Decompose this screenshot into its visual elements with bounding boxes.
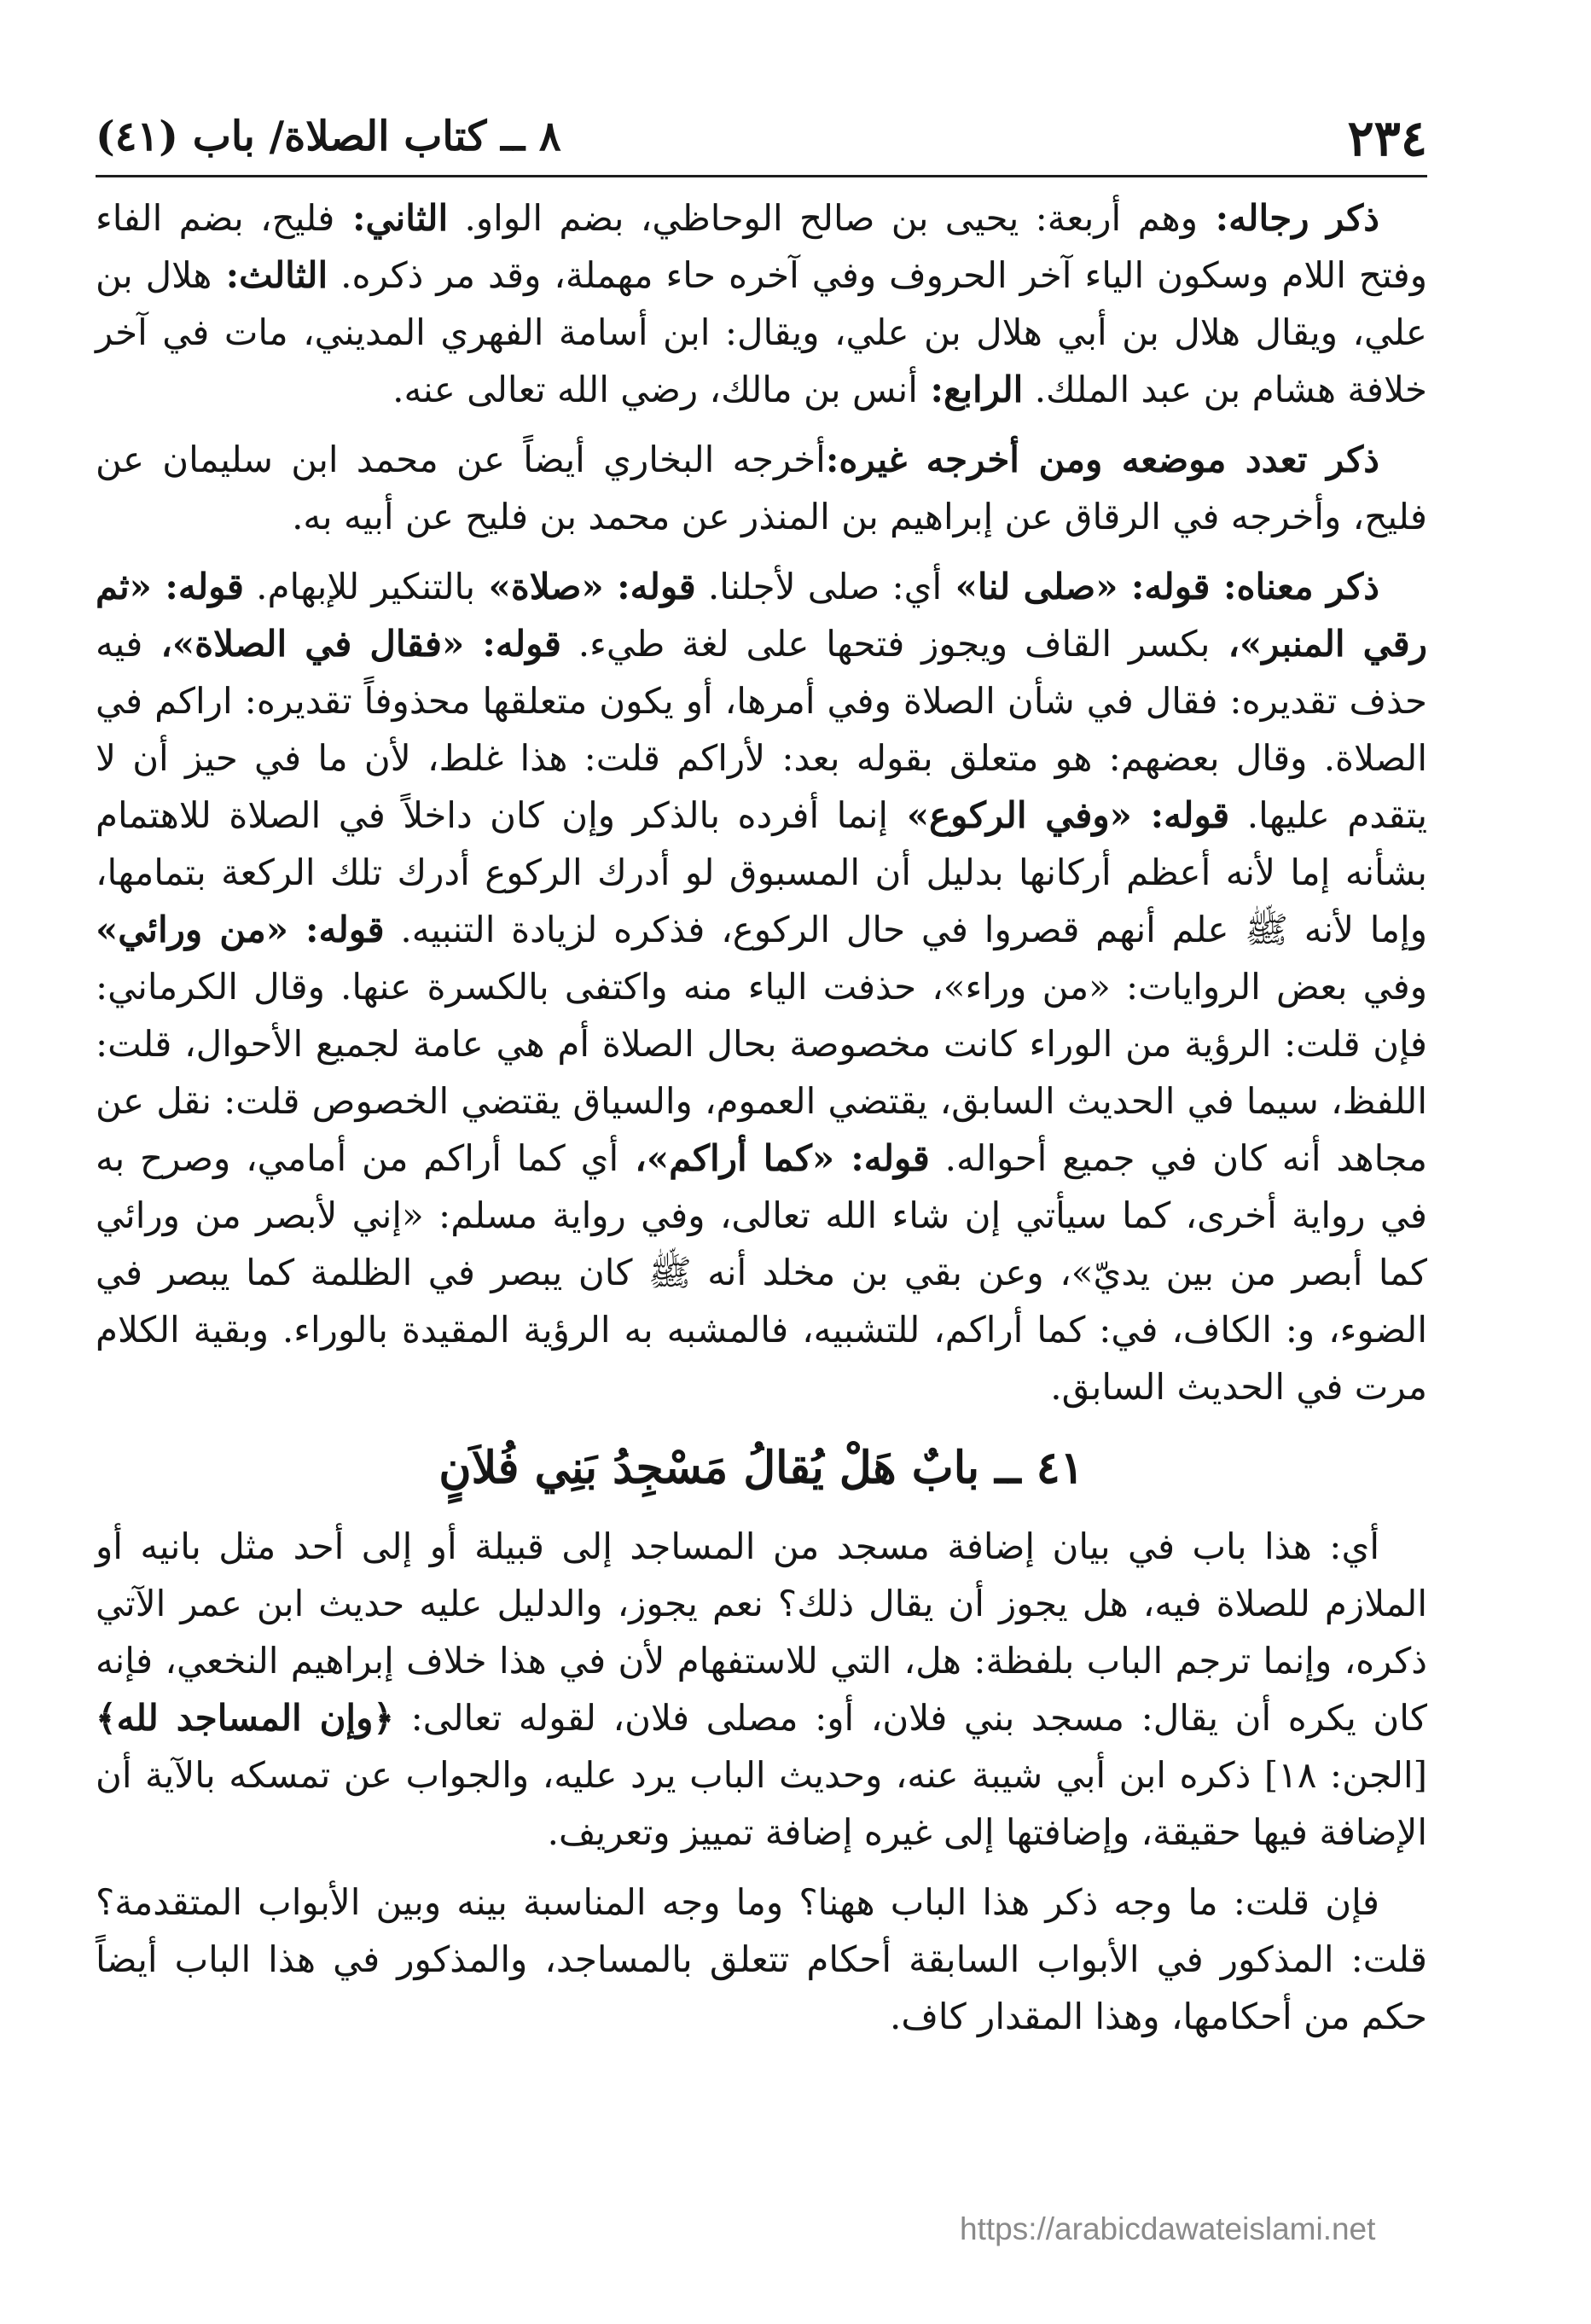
text-run: وهم أربعة: يحيى بن صالح الوحاظي، بضم الواو.: [448, 197, 1198, 239]
bold-term: قوله: «ثم رقي المنبر»،: [96, 566, 1428, 665]
text-run: بالتنكير للإبهام.: [243, 566, 476, 607]
running-title: ٨ ــ كتاب الصلاة/ باب (٤١): [96, 113, 561, 160]
text-run: أخرجه البخاري أيضاً عن محمد ابن سليمان عن فليح، وأخرجه في الرقاق عن إبراهيم بن المنذر عن محمد بن فليح عن أبيه به.: [96, 439, 1427, 537]
paragraph-chapter-explanation: [96, 1518, 1427, 1861]
text-run: فإن قلت: ما وجه ذكر هذا الباب ههنا؟ وما وجه المناسبة بينه وبين الأبواب المتقدمة؟ قلت: المذكور في الأبواب السابقة أحكام تتعلق بالمساجد، والمذكور في هذا الباب أيضاً حكم من أحكامها، وهذا المقدار كاف.: [96, 1881, 1427, 2037]
chapter-heading: ٤١ ــ بابٌ هَلْ يُقالُ مَسْجِدُ بَنِي فُلاَنٍ: [438, 1442, 1084, 1494]
paragraph-chapter-relevance: [96, 1874, 1427, 2045]
text-run: وفي بعض الروايات: «من وراء»، حذفت الياء منه واكتفى بالكسرة عنها. وقال الكرماني: فإن قلت: الرؤية من الوراء كانت مخصوصة بحال الصلاة أم هي عامة لجميع الأحوال، قلت: اللفظ، سيما في الحديث السابق، يقتضي العموم، والسياق يقتضي الخصوص قلت: نقل عن مجاهد أنه كان في جميع أحواله.: [96, 966, 1428, 1179]
text-run: بكسر القاف ويجوز فتحها على لغة طيء.: [560, 623, 1211, 665]
page-header: [96, 101, 1427, 171]
bold-term: قوله: «فقال في الصلاة»،: [142, 623, 561, 665]
page-number: ٢٣٤: [1347, 109, 1427, 167]
bold-term: ذكر رجاله:: [1197, 197, 1379, 239]
text-run: [الجن: ١٨] ذكره ابن أبي شيبة عنه، وحديث الباب يرد عليه، والجواب عن تمسكه بالآية أن الإضافة فيها حقيقة، وإضافتها إلى غيره إضافة تمييز وتعريف.: [96, 1754, 1428, 1853]
body-text: [96, 189, 1427, 2058]
bold-term: الثاني:: [334, 197, 449, 239]
text-run: فليح، بضم الفاء وفتح اللام وسكون الياء آخر الحروف وفي آخره حاء مهملة، وقد مر ذكره.: [96, 197, 1427, 296]
paragraph-meaning: [96, 558, 1427, 1415]
text-run: أنس بن مالك، رضي الله تعالى عنه.: [392, 369, 918, 410]
paragraph-narrators: [96, 189, 1427, 418]
header-rule: [96, 175, 1427, 177]
bold-term: قوله: «وفي الركوع»: [888, 794, 1230, 836]
paragraph-sources: [96, 431, 1427, 545]
text-run: أي كما أراكم من أمامي، وصرح به في رواية أخرى، كما سيأتي إن شاء الله تعالى، وفي رواية مسلم: «إني لأبصر من ورائي كما أبصر من بين يديّ»، وعن بقي بن مخلد أنه ﷺ كان يبصر في الظلمة كما يبصر في الضوء، و: الكاف، في: كما أراكم، للتشبيه، فالمشبه به الرؤية المقيدة بالوراء. وبقية الكلام مرت في الحديث السابق.: [96, 1137, 1427, 1408]
bold-term: قوله: «كما أراكم»،: [618, 1137, 930, 1179]
bold-term: ﴿وإن المساجد لله﴾: [96, 1697, 394, 1739]
text-run: إنما أفرده بالذكر وإن كان داخلاً في الصلاة للاهتمام بشأنه إما لأنه أعظم أركانها بدليل أن المسبوق لو أدرك الركوع أدرك تلك الركعة بتمامها، وإما لأنه ﷺ علم أنهم قصروا في حال الركوع، فذكره لزيادة التنبيه.: [96, 794, 1427, 950]
text-run: هلال بن علي، ويقال هلال بن أبي هلال بن علي، ويقال: ابن أسامة الفهري المديني، مات في آخر خلافة هشام بن عبد الملك.: [96, 254, 1427, 410]
bold-term: ذكر معناه: قوله:: [1118, 566, 1379, 607]
bold-term: قوله: «من ورائي»: [96, 909, 385, 950]
bold-term: قوله: «صلاة»: [475, 566, 696, 607]
text-run: أي: هذا باب في بيان إضافة مسجد من المساجد إلى قبيلة أو إلى أحد مثل بانيه أو الملازم للصلاة فيه، هل يجوز أن يقال ذلك؟ نعم يجوز، والدليل عليه حديث ابن عمر الآتي ذكره، وإنما ترجم الباب بلفظة: هل، التي للاستفهام لأن في هذا خلاف إبراهيم النخعي، فإنه كان يكره أن يقال: مسجد بني فلان، أو: مصلى فلان، لقوله تعالى:: [96, 1525, 1428, 1739]
text-run: أي: صلى لأجلنا.: [695, 566, 943, 607]
bold-term: «صلى لنا»: [942, 566, 1118, 607]
bold-term: الثالث:: [212, 254, 328, 296]
bold-term: ذكر تعدد موضعه ومن أخرجه غيره:: [825, 439, 1379, 480]
bold-term: الرابع:: [917, 369, 1024, 410]
text-run: فيه حذف تقديره: فقال في شأن الصلاة وفي أمرها، أو يكون متعلقها محذوفاً تقديره: اراكم في الصلاة. وقال بعضهم: هو متعلق بقوله بعد: لأراكم قلت: هذا غلط، لأن ما في حيز أن لا يتقدم عليها.: [96, 623, 1428, 836]
watermark-url[interactable]: https://arabicdawateislami.net: [960, 2211, 1376, 2246]
